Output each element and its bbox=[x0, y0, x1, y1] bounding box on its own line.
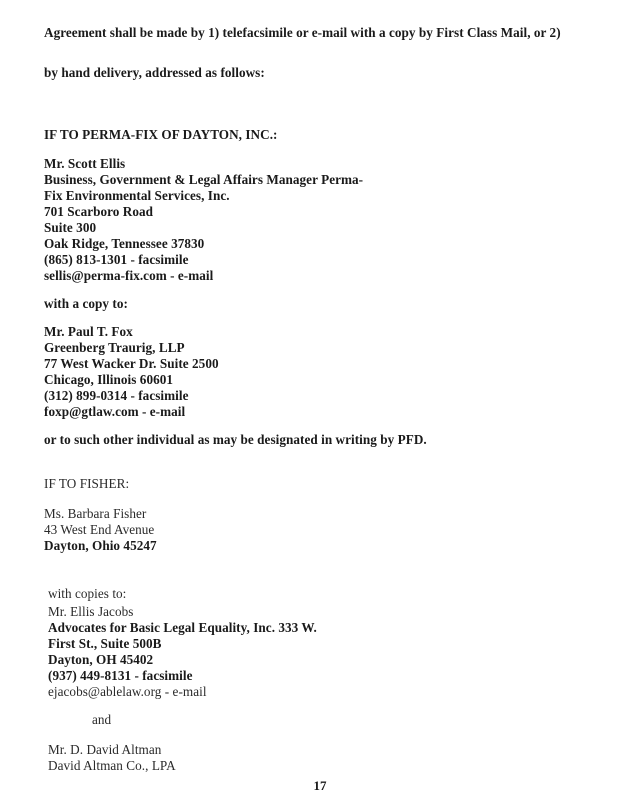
pfd-address-line: Mr. Scott Ellis bbox=[44, 156, 126, 171]
copies-label: with copies to: bbox=[48, 586, 127, 601]
pfd-address-line: Oak Ridge, Tennessee 37830 bbox=[44, 236, 205, 251]
pfd-address-line: 701 Scarboro Road bbox=[44, 204, 154, 219]
copy-address-line: 77 West Wacker Dr. Suite 2500 bbox=[44, 356, 219, 371]
copies-address-line: Dayton, OH 45402 bbox=[48, 652, 154, 667]
page-number: 17 bbox=[313, 778, 327, 793]
and-label: and bbox=[92, 712, 112, 727]
copies-address-2-line: Mr. D. David Altman bbox=[48, 742, 162, 757]
copy-address-line: (312) 899-0314 - facsimile bbox=[44, 388, 189, 403]
copies-address-2-line: David Altman Co., LPA bbox=[48, 758, 176, 773]
copies-address-line: (937) 449-8131 - facsimile bbox=[48, 668, 193, 683]
copy-address-line: Chicago, Illinois 60601 bbox=[44, 372, 174, 387]
intro-line-1: Agreement shall be made by 1) telefacsimile or e-mail with a copy by First Class Mail, or 2) bbox=[44, 25, 561, 40]
pfd-address-line: (865) 813-1301 - facsimile bbox=[44, 252, 189, 267]
copies-address-line: ejacobs@ablelaw.org - e-mail bbox=[48, 684, 207, 699]
pfd-address-line: Fix Environmental Services, Inc. bbox=[44, 188, 230, 203]
fisher-heading: IF TO FISHER: bbox=[44, 476, 130, 491]
copies-address-line: Mr. Ellis Jacobs bbox=[48, 604, 134, 619]
copies-address-line: Advocates for Basic Legal Equality, Inc. 333 W. bbox=[48, 620, 317, 635]
pfd-address-line: Suite 300 bbox=[44, 220, 97, 235]
copy-address-line: Mr. Paul T. Fox bbox=[44, 324, 133, 339]
pfd-address-line: Business, Government & Legal Affairs Manager Perma- bbox=[44, 172, 364, 187]
intro-line-2: by hand delivery, addressed as follows: bbox=[44, 65, 265, 80]
copy-address-line: foxp@gtlaw.com - e-mail bbox=[44, 404, 186, 419]
copy-label: with a copy to: bbox=[44, 296, 128, 311]
designation-line: or to such other individual as may be designated in writing by PFD. bbox=[44, 432, 427, 447]
fisher-address-line: 43 West End Avenue bbox=[44, 522, 155, 537]
copy-address-line: Greenberg Traurig, LLP bbox=[44, 340, 185, 355]
fisher-address-line: Dayton, Ohio 45247 bbox=[44, 538, 157, 553]
pfd-heading: IF TO PERMA-FIX OF DAYTON, INC.: bbox=[44, 127, 278, 142]
fisher-address-line: Ms. Barbara Fisher bbox=[44, 506, 147, 521]
copies-address-line: First St., Suite 500B bbox=[48, 636, 162, 651]
pfd-address-line: sellis@perma-fix.com - e-mail bbox=[44, 268, 214, 283]
